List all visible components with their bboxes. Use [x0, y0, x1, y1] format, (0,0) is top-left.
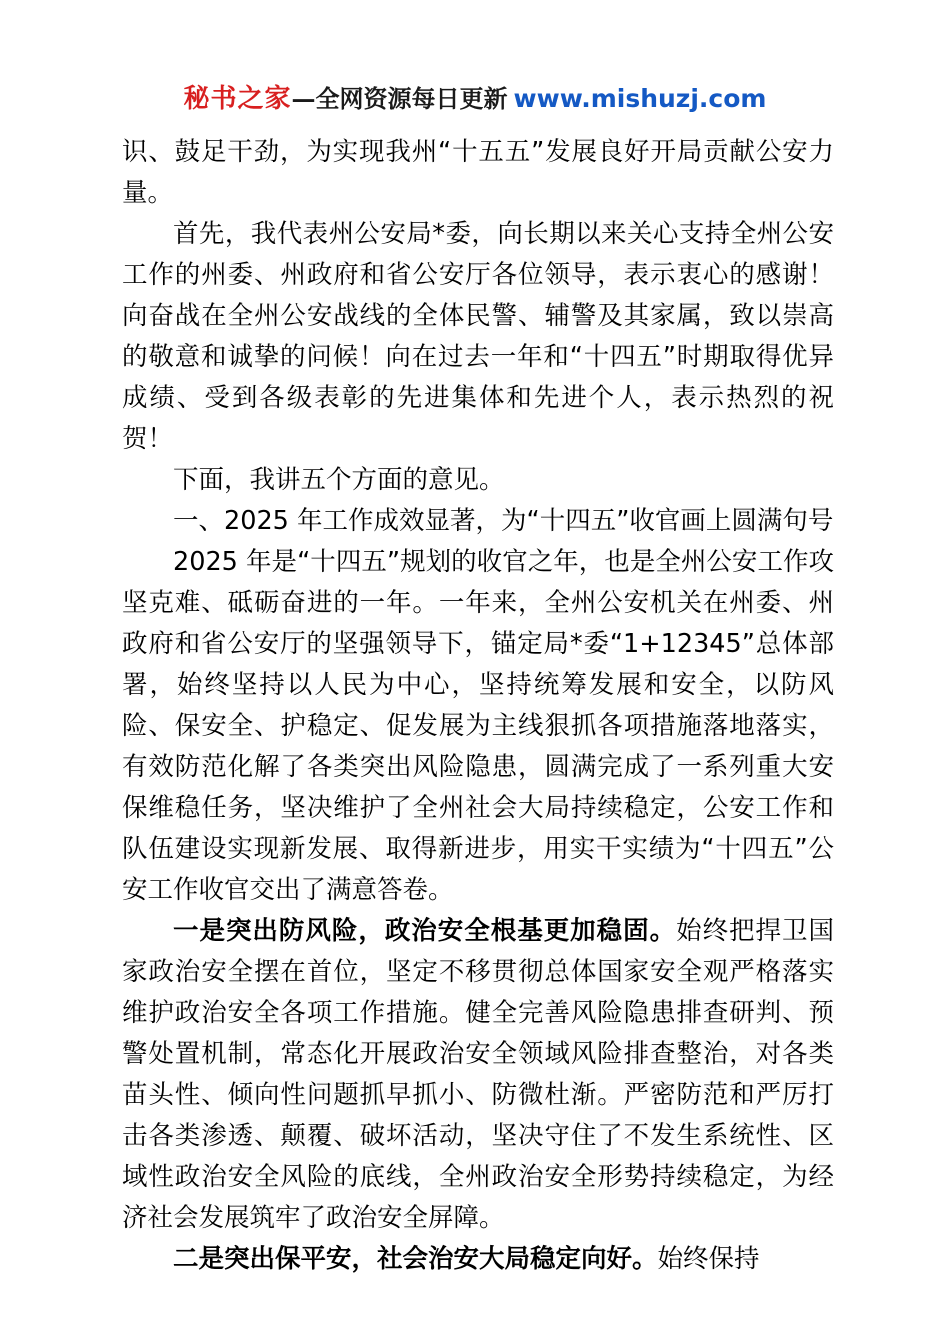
document-body	[122, 132, 834, 1280]
paragraph-text-run: 始终保持	[657, 1244, 760, 1274]
document-paragraph	[122, 542, 834, 911]
site-tagline: —全网资源每日更新	[291, 84, 508, 113]
document-paragraph	[122, 1239, 834, 1280]
paragraph-text-run: 一、2025 年工作成效显著，为“十四五”收官画上圆满句号	[173, 506, 834, 536]
document-paragraph	[122, 911, 834, 1239]
paragraph-text-run: 2025 年是“十四五”规划的收官之年，也是全州公安工作攻坚克难、砥砺奋进的一年。一年来，全州公安机关在州委、州政府和省公安厅的坚强领导下，锚定局*委“1+12345”总体部署，始终坚持以人民为中心，坚持统筹发展和安全，以防风险、保安全、护稳定、促发展为主线狠抓各项措施落地落实，有效防范化解了各类突出风险隐患，圆满完成了一系列重大安保维稳任务，坚决维护了全州社会大局持续稳定，公安工作和队伍建设实现新发展、取得新进步，用实干实绩为“十四五”公安工作收官交出了满意答卷。	[122, 547, 834, 905]
paragraph-text-run: 识、鼓足干劲，为实现我州“十五五”发展良好开局贡献公安力量。	[122, 137, 834, 208]
document-paragraph	[122, 460, 834, 501]
site-watermark-header	[0, 78, 950, 115]
paragraph-text-run: 首先，我代表州公安局*委，向长期以来关心支持全州公安工作的州委、州政府和省公安厅各位领导，表示衷心的感谢！向奋战在全州公安战线的全体民警、辅警及其家属，致以崇高的敬意和诚挚的问候！向在过去一年和“十四五”时期取得优异成绩、受到各级表彰的先进集体和先进个人，表示热烈的祝贺！	[122, 219, 834, 454]
document-paragraph	[122, 214, 834, 460]
document-paragraph	[122, 501, 834, 542]
document-paragraph	[122, 132, 834, 214]
paragraph-heading-run: 二是突出保平安，社会治安大局稳定向好。	[173, 1244, 658, 1274]
paragraph-text-run: 始终把捍卫国家政治安全摆在首位，坚定不移贯彻总体国家安全观严格落实维护政治安全各项工作措施。健全完善风险隐患排查研判、预警处置机制，常态化开展政治安全领域风险排查整治，对各类苗头性、倾向性问题抓早抓小、防微杜渐。严密防范和严厉打击各类渗透、颠覆、破坏活动，坚决守住了不发生系统性、区域性政治安全风险的底线，全州政治安全形势持续稳定，为经济社会发展筑牢了政治安全屏障。	[122, 916, 834, 1233]
site-url[interactable]: www.mishuzj.com	[513, 84, 767, 113]
paragraph-heading-run: 一是突出防风险，政治安全根基更加稳固。	[173, 916, 677, 946]
site-brand-name: 秘书之家	[183, 84, 292, 114]
paragraph-text-run: 下面，我讲五个方面的意见。	[173, 465, 505, 495]
